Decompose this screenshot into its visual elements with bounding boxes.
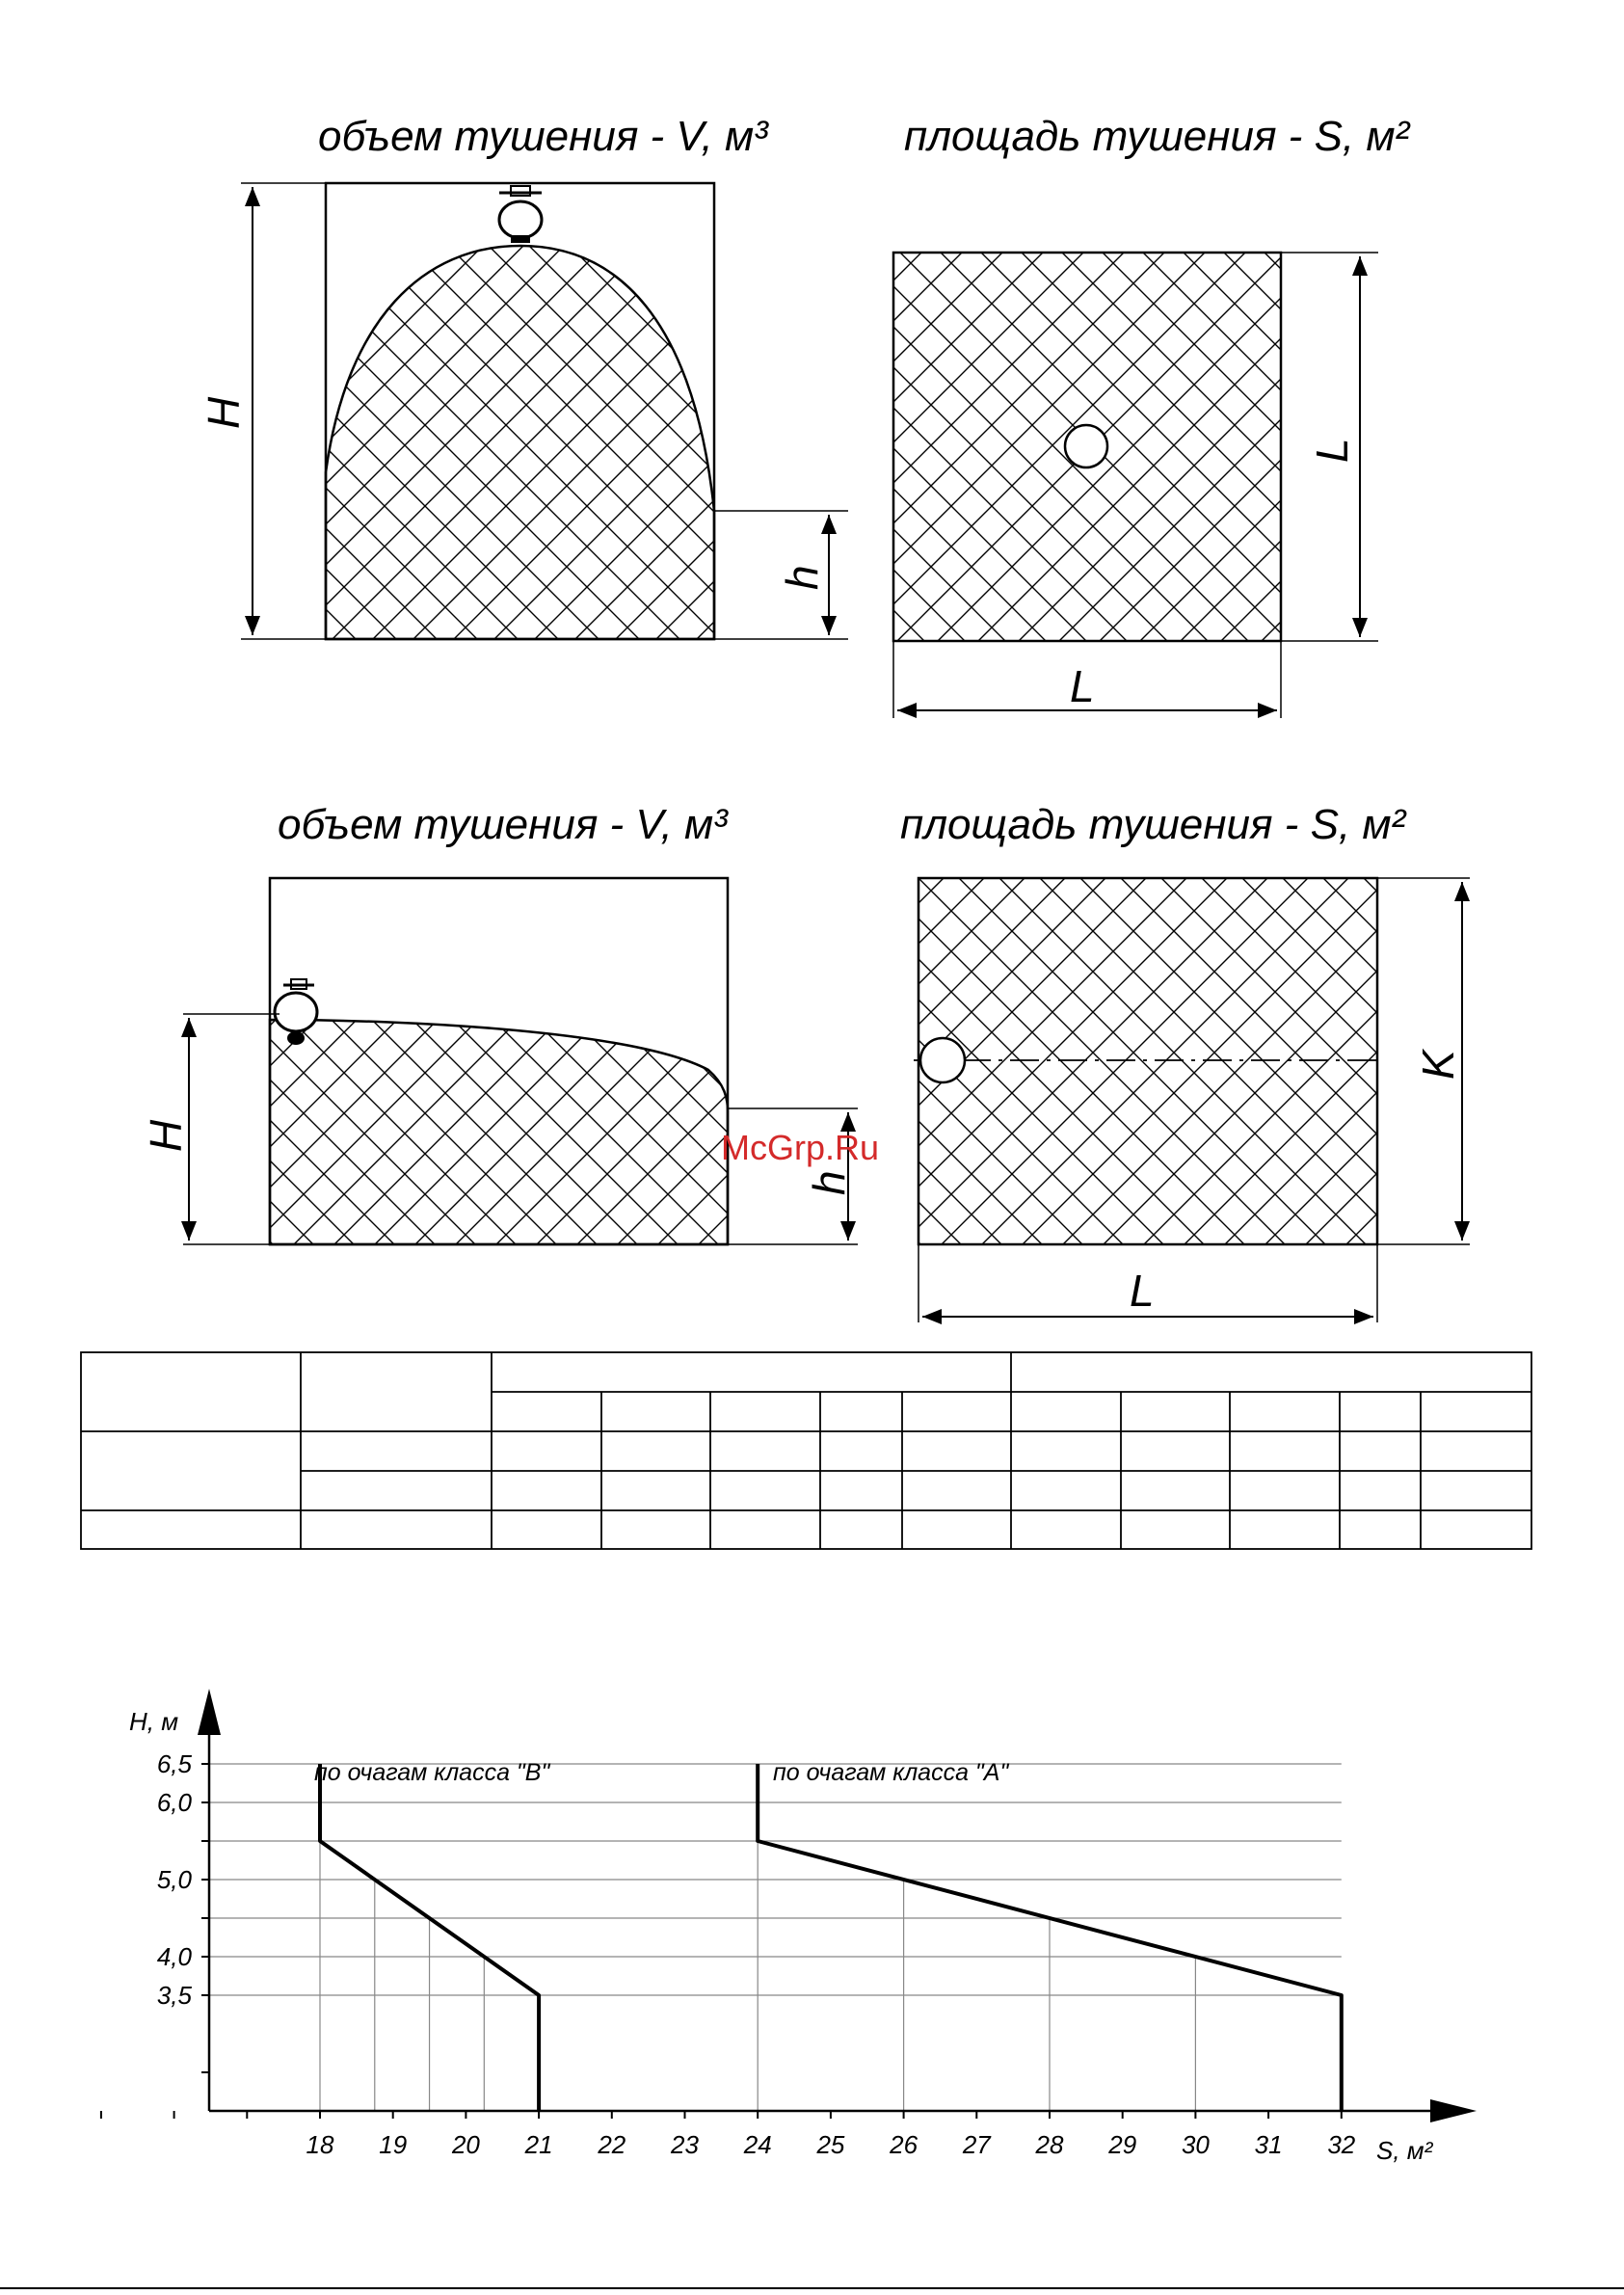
y-axis-arrow-icon bbox=[198, 1689, 221, 1735]
H-label-bottom: H bbox=[141, 1119, 191, 1152]
nozzle-icon bbox=[499, 186, 542, 243]
wall-nozzle-position-icon bbox=[920, 1038, 965, 1082]
y-axis-label: H, м bbox=[129, 1707, 179, 1736]
h-label-top: h bbox=[777, 565, 827, 590]
y-tick-label: 6,0 bbox=[156, 1788, 192, 1817]
table-frame bbox=[81, 1352, 1531, 1549]
x-axis-arrow-icon bbox=[1430, 2099, 1477, 2122]
L-label: L bbox=[1130, 1266, 1155, 1316]
area-diagram-top bbox=[893, 113, 1411, 718]
area-title-bottom: площадь тушения - S, м² bbox=[900, 801, 1406, 848]
H-label-top: H bbox=[199, 396, 249, 429]
chart-labels bbox=[129, 1707, 1434, 2165]
volume-title-bottom: объем тушения - V, м³ bbox=[278, 801, 728, 848]
K-label: K bbox=[1413, 1050, 1463, 1080]
extinguishing-zone-top bbox=[326, 246, 714, 639]
x-tick-label: 25 bbox=[816, 2130, 845, 2159]
y-tick-label: 3,5 bbox=[156, 1981, 192, 2010]
x-tick-label: 28 bbox=[1035, 2130, 1064, 2159]
x-tick-label: 21 bbox=[524, 2130, 553, 2159]
x-tick-label: 20 bbox=[451, 2130, 480, 2159]
series-label-class-b: по очагам класса "В" bbox=[314, 1759, 550, 1786]
nozzle-position-icon bbox=[1065, 425, 1107, 467]
height-vs-area-chart bbox=[101, 1689, 1477, 2165]
extinguishing-zone-bottom bbox=[270, 1020, 728, 1244]
area-title-top: площадь тушения - S, м² bbox=[904, 113, 1410, 160]
x-tick-label: 32 bbox=[1327, 2130, 1356, 2159]
x-tick-label: 18 bbox=[306, 2130, 334, 2159]
volume-diagram-bottom bbox=[141, 801, 858, 1244]
x-tick-label: 22 bbox=[598, 2130, 626, 2159]
x-axis-label: S, м² bbox=[1376, 2136, 1433, 2165]
x-tick-label: 27 bbox=[962, 2130, 991, 2159]
volume-title-top: объем тушения - V, м³ bbox=[318, 113, 768, 160]
chart-gridlines bbox=[209, 1764, 1342, 2111]
x-tick-label: 24 bbox=[743, 2130, 772, 2159]
x-tick-label: 23 bbox=[671, 2130, 699, 2159]
x-tick-label: 30 bbox=[1181, 2130, 1210, 2159]
y-tick-label: 5,0 bbox=[156, 1865, 192, 1894]
x-tick-label: 19 bbox=[379, 2130, 408, 2159]
area-diagram-bottom bbox=[900, 801, 1470, 1322]
L-side-label: L bbox=[1307, 438, 1357, 463]
chart-axes bbox=[101, 1689, 1477, 2122]
h-label-bottom: h bbox=[804, 1170, 854, 1195]
empty-table bbox=[81, 1352, 1531, 1549]
x-tick-label: 26 bbox=[890, 2130, 918, 2159]
volume-diagram-top bbox=[199, 113, 848, 639]
chart-series bbox=[320, 1764, 1342, 2111]
x-tick-label: 31 bbox=[1254, 2130, 1283, 2159]
watermark: McGrp.Ru bbox=[721, 1128, 880, 1167]
x-tick-label: 29 bbox=[1108, 2130, 1137, 2159]
y-tick-label: 4,0 bbox=[156, 1942, 192, 1971]
series-label-class-a: по очагам класса "А" bbox=[773, 1759, 1009, 1786]
extinguishing-area-bottom bbox=[918, 878, 1377, 1244]
y-tick-label: 6,5 bbox=[156, 1749, 192, 1778]
L-bottom-label: L bbox=[1070, 661, 1095, 711]
